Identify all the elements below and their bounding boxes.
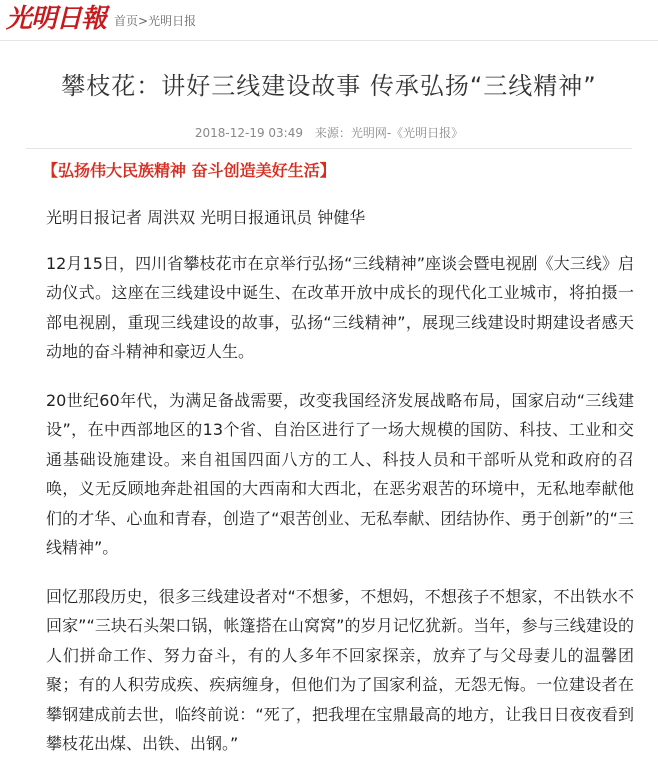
publish-datetime: 2018-12-19 03:49: [194, 126, 303, 140]
site-logo[interactable]: 光明日報: [6, 4, 107, 34]
article-meta: [0, 124, 658, 141]
breadcrumb-home-link[interactable]: 首页: [114, 14, 139, 28]
article-source: 来源：光明网-《光明日报》: [314, 126, 464, 140]
breadcrumb-section-link[interactable]: 光明日报: [148, 14, 197, 28]
article-body: [42, 158, 634, 759]
article-subheading: 【弘扬伟大民族精神 奋斗创造美好生活】: [42, 161, 336, 180]
breadcrumb-separator: >: [138, 14, 149, 28]
article-title: 攀枝花：讲好三线建设故事 传承弘扬“三线精神”: [61, 72, 597, 100]
article-paragraph: 20世纪60年代，为满足备战需要，改变我国经济发展战略布局，国家启动“三线建设”，在中西部地区的13个省、自治区进行了一场大规模的国防、科技、工业和交通基础设施建设。来自祖国四面八方的工人、科技人员和干部听从党和政府的召唤，义无反顾地奔赴祖国的大西南和大西北，在恶劣艰苦的环境中，无私地奉献他们的才华、心血和青春，创造了“艰苦创业、无私奉献、团结协作、勇于创新”的“三线精神”。: [46, 390, 634, 557]
article-paragraph: 12月15日，四川省攀枝花市在京举行弘扬“三线精神”座谈会暨电视剧《大三线》启动仪式。这座在三线建设中诞生、在改革开放中成长的现代化工业城市，将拍摄一部电视剧，重现三线建设的故事，弘扬“三线精神”，展现三线建设时期建设者感天动地的奋斗精神和豪迈人生。: [46, 253, 634, 361]
meta-divider: [26, 148, 632, 149]
header-divider: [0, 40, 658, 41]
breadcrumb: [114, 12, 196, 29]
top-bar: [0, 0, 658, 40]
article-paragraph: 回忆那段历史，很多三线建设者对“不想爹，不想妈，不想孩子不想家，不出铁水不回家”“三块石头架口锅，帐篷搭在山窝窝”的岁月记忆犹新。当年，参与三线建设的人们拼命工作、努力奋斗，有的人多年不回家探亲，放弃了与父母妻儿的温馨团聚；有的人积劳成疾、疾病缠身，但他们为了国家利益，无怨无悔。一位建设者在攀钢建成前去世，临终前说：“死了，把我埋在宝鼎最高的地方，让我日日夜夜看到攀枝花出煤、出铁、出钢。”: [46, 586, 634, 753]
article-byline: 光明日报记者 周洪双 光明日报通讯员 钟健华: [46, 208, 366, 227]
